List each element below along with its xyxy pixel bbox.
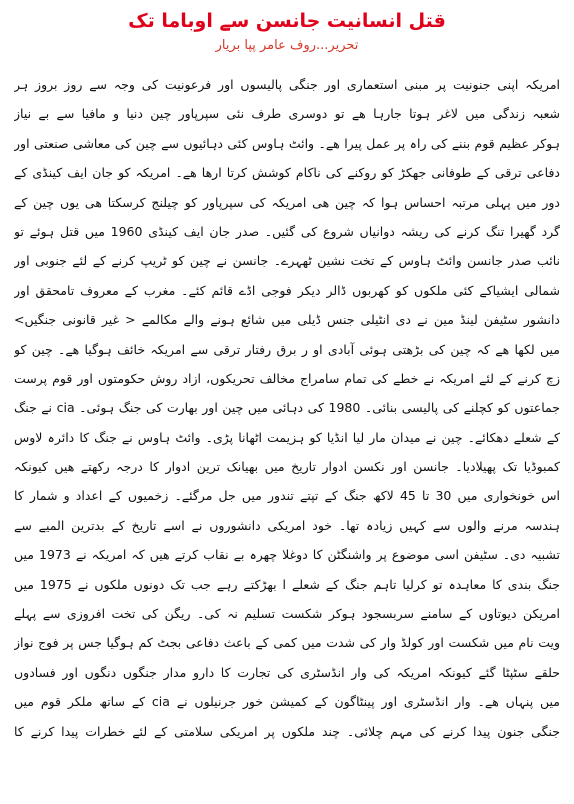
article-line: ہوکر عظیم قوم بننے کی راہ پر عمل پیرا ھے۔ وائٹ ہاوس کئی دہائیوں سے چین کی معاشی صنعتی اور [14,135,560,151]
article-line: دفاعی ترقی کے طوفانی جھکڑ کو روکنے کی ناکام کوشش کرتا ارھا ھے۔ امریکہ کو جان ایف کینڈی کے [14,165,560,181]
article-line: اس خونخواری میں 30 تا 45 لاکھ جنگ کے تپتے تندور میں جل مرگئے۔ زخمیوں کے اعداد و شمار کا [14,488,560,504]
article-line: حلقے سٹپٹا گئے کیونکہ امریکہ کی وار انڈسٹری کی تجارت کا دارو مدار جنگوں دنگوں اور فسادوں [14,664,560,680]
article-line: جماعتوں کو کچلنے کی پالیسی بنائی۔ 1980 کی دہائی میں چین اور بھارت کی جنگ ہوئی۔ cia نے جنگ [14,400,560,416]
article-line: زچ کرنے کے لئے امریکہ نے خطے کی تمام سامراج مخالف تحریکوں، ازاد روش حکومتوں اور قوم پرست [14,370,560,386]
article-line: کمبوڈیا تک پھیلادیا۔ جانسن اور نکسن ادوار تاریخ میں بھیانک ترین ادوار کا درجہ رکھتے ھیں کیونکہ [14,459,560,475]
article-line: کے شعلے دھکائے۔ چین نے میدان مار لیا انڈیا کو ہزیمت اٹھانا پڑی۔ وائٹ ہاوس نے جنگ کا دائرہ لاوس [14,429,560,445]
article-line: تشبیہ دی۔ سٹیفن اسی موضوع پر واشنگٹن کا دوغلا چھرہ بے نقاب کرتے ھیں کہ امریکہ نے 1973 میں [14,547,560,563]
article-line: شعبہ زندگی میں لاغر ہوتا جارہا ھے تو دوسری طرف نئی سپرپاور چین دنیا و مافیا سے بے نیاز [14,106,560,122]
article-line: ویت نام میں شکست اور کولڈ وار کی شدت میں کمی کے باعث دفاعی بجٹ کم ہوگیا جس پر فوج نواز [14,635,560,651]
article-line: جنگ بندی کا معاہدہ تو کرلیا تاہم جنگ کے شعلے ا بھڑکتے رہے جب تک دونوں ملکوں نے 1975 میں [14,576,560,592]
article-title: قتل انسانیت جانسن سے اوباما تک [128,10,446,32]
article-line: امریکن دیوتاوں کے سامنے سربسجود ہوکر شکست تسلیم نہ کی۔ ریگن کی تخت افروزی سے پہلے [14,606,560,622]
article-line: نائب صدر جانسن وائٹ ہاوس کے تخت نشین ٹھہرے۔ جانسن نے چین کو ٹریپ کرنے کے لئے جنوبی اور [14,253,560,269]
article-line: ہندسہ مرنے والوں سے کہیں زیادہ تھا۔ خود امریکی دانشوروں نے اسے تاریخ کے بدترین المیے سے [14,517,560,533]
article-line: امریکہ اپنی جنونیت پر مبنی استعماری اور جنگی پالیسوں اور فرعونیت کی وجہ سے روز بروز ہر [14,77,560,92]
article-line: میں پنہاں ھے۔ وار انڈسٹری اور پینٹاگون کے کمیشن خور جرنیلوں نے cia کے ساتھ ملکر قوم میں [14,694,560,710]
article-body [14,70,560,746]
article-line: دور میں پہلی مرتبہ احساس ہوا کہ چین ھی امریکہ کی سپرپاور کو چیلنج کرسکتا ھی یوں چین کے [14,194,560,210]
article-byline: تحریر...روف عامر پپا بریار [215,38,359,53]
article-line: میں لکھا ھے کہ چین کی بڑھتی ہوئی آبادی او ر برق رفتار ترقی سے امریکہ خائف ہوگیا ھے۔ چین کو [14,341,560,357]
article-line: شمالی ایشیاکے کئی ملکوں کو کھربوں ڈالر دیکر فوجی اڈے قائم کئے۔ مغرب کے معروف تامحقق اور [14,282,560,298]
article-line: گرد گھیرا تنگ کرنے کی ریشہ دوانیاں شروع کی گئیں۔ صدر جان ایف کینڈی 1960 میں قتل ہوئے تو [14,223,560,239]
article-line: جنگی جنون پیدا کرنے کی مہم چلائی۔ چند ملکوں پر امریکی سلامتی کے لئے خطرات پیدا کرنے کا [14,723,560,739]
article-line: دانشور سٹیفن لینڈ مین نے دی انٹیلی جنس ڈیلی میں شائع ہونے والے مکالمے < غیر قانونی جنگیں> [14,312,560,328]
